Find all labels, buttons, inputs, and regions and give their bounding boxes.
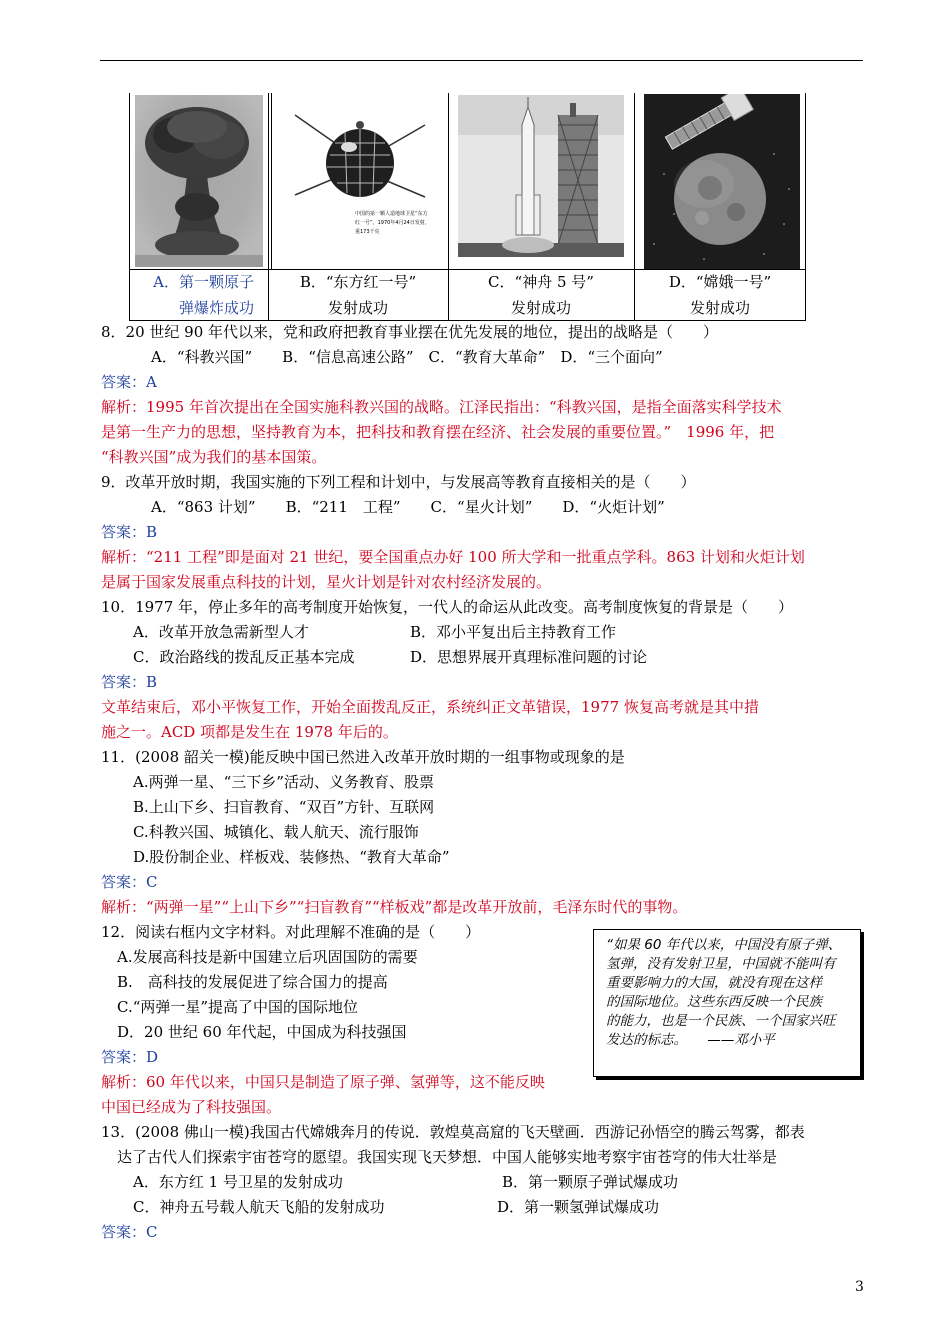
mushroom-cloud-image — [135, 95, 263, 267]
caption-b — [268, 269, 448, 321]
caption-d — [634, 269, 806, 321]
satellite-caption-line: 中国的第一颗人造地球卫星“东方 — [355, 211, 428, 217]
q13-option-b: B．第一颗原子弹试爆成功 — [502, 1173, 679, 1191]
satellite-caption — [355, 210, 445, 237]
quote-box — [593, 929, 861, 1077]
caption-b-line2: 发射成功 — [327, 299, 388, 317]
quote-line: 的能力，也是一个民族、一个国家兴旺 — [606, 1013, 836, 1029]
q13-stem-2: 达了古代人们探索宇宙苍穹的愿望。我国实现飞天梦想．中国人能够实地考察宇宙苍穹的伟大壮举是 — [117, 1148, 778, 1166]
caption-a-line1: A．第一颗原子 — [153, 273, 254, 291]
q10-explanation-2: 施之一。ACD 项都是发生在 1978 年后的。 — [101, 723, 398, 741]
q8-explanation-1: 解析：1995 年首次提出在全国实施科教兴国的战略。江泽民指出：“科教兴国，是指全面落实科学技术 — [101, 398, 782, 416]
q12-option-b: B. 高科技的发展促进了综合国力的提高 — [117, 973, 388, 991]
q9-answer: 答案：B — [101, 523, 158, 541]
q9-stem: 9．改革开放时期，我国实施的下列工程和计划中，与发展高等教育直接相关的是（ ） — [101, 473, 696, 491]
caption-a-line2: 弹爆炸成功 — [178, 299, 254, 317]
change-satellite-moon-image — [644, 94, 800, 269]
q9-explanation-2: 是属于国家发展重点科技的计划，星火计划是针对农村经济发展的。 — [101, 573, 552, 591]
caption-d-line1: D．“嫦娥一号” — [668, 273, 772, 291]
image-table — [129, 93, 806, 321]
q8-stem: 8．20 世纪 90 年代以来，党和政府把教育事业摆在优先发展的地位，提出的战略是（ ） — [101, 323, 719, 341]
q9-explanation-1: 解析：“211 工程”即是面对 21 世纪，要全国重点办好 100 所大学和一批重点学科。863 计划和火炬计划 — [101, 548, 805, 566]
satellite-caption-line: 重173千克 — [355, 229, 380, 235]
q11-option-b: B.上山下乡、扫盲教育、“双百”方针、互联网 — [133, 798, 435, 816]
caption-c — [448, 269, 634, 321]
q8-explanation-3: “科教兴国”成为我们的基本国策。 — [101, 448, 327, 466]
q13-answer: 答案：C — [101, 1223, 158, 1241]
q10-option-a: A．改革开放急需新型人才 — [133, 623, 309, 641]
q10-option-b: B．邓小平复出后主持教育工作 — [410, 623, 617, 641]
q13-option-c: C．神舟五号载人航天飞船的发射成功 — [133, 1198, 385, 1216]
q11-option-c: C.科教兴国、城镇化、载人航天、流行服饰 — [133, 823, 419, 841]
q8-answer: 答案：A — [101, 373, 157, 391]
table-divider-1b — [271, 93, 272, 269]
q10-explanation-1: 文革结束后，邓小平恢复工作，开始全面拨乱反正，系统纠正文革错误，1977 恢复高考就是其中措 — [101, 698, 759, 716]
q13-option-a: A．东方红 1 号卫星的发射成功 — [133, 1173, 343, 1191]
header-rule — [100, 60, 863, 61]
q13-option-d: D．第一颗氢弹试爆成功 — [497, 1198, 660, 1216]
q11-answer: 答案：C — [101, 873, 158, 891]
q12-option-d: D．20 世纪 60 年代起，中国成为科技强国 — [117, 1023, 407, 1041]
q12-answer: 答案：D — [101, 1048, 159, 1066]
quote-line: 发达的标志。 ——邓小平 — [606, 1032, 775, 1048]
q11-stem: 11．(2008 韶关一模)能反映中国已然进入改革开放时期的一组事物或现象的是 — [101, 748, 625, 766]
quote-line: 氢弹，没有发射卫星，中国就不能叫有 — [606, 956, 836, 972]
q11-explanation: 解析：“两弹一星”“上山下乡”“扫盲教育”“样板戏”都是改革开放前，毛泽东时代的事物。 — [101, 898, 688, 916]
q11-option-d: D.股份制企业、样板戏、装修热、“教育大革命” — [133, 848, 450, 866]
q11-option-a: A.两弹一星、“三下乡”活动、义务教育、股票 — [133, 773, 434, 791]
q10-option-d: D．思想界展开真理标准问题的讨论 — [410, 648, 648, 666]
satellite-caption-line: 红一号”，1970年4月24日发射， — [355, 220, 430, 226]
caption-b-line1: B．“东方红一号” — [299, 273, 417, 291]
q12-explanation-2: 中国已经成为了科技强国。 — [101, 1098, 282, 1116]
satellite-dongfanghong-image — [275, 95, 445, 267]
q9-options: A．“863 计划” B．“211 工程” C．“星火计划” D．“火炬计划” — [151, 498, 665, 516]
page-number: 3 — [855, 1279, 864, 1295]
caption-a — [129, 269, 268, 321]
q8-options: A．“科教兴国” B．“信息高速公路” C．“教育大革命” D．“三个面向” — [151, 348, 663, 366]
q10-answer: 答案：B — [101, 673, 158, 691]
q12-option-a: A.发展高科技是新中国建立后巩固国防的需要 — [117, 948, 418, 966]
quote-text — [606, 936, 852, 1050]
quote-line: “如果 60 年代以来，中国没有原子弹、 — [606, 937, 842, 953]
q10-stem: 10．1977 年，停止多年的高考制度开始恢复，一代人的命运从此改变。高考制度恢复的背景是（ ） — [101, 598, 794, 616]
q13-stem-1: 13．(2008 佛山一模)我国古代嫦娥奔月的传说．敦煌莫高窟的飞天壁画．西游记孙悟空的腾云驾雾，都表 — [101, 1123, 805, 1141]
quote-line: 的国际地位。这些东西反映一个民族 — [606, 994, 822, 1010]
caption-d-line2: 发射成功 — [689, 299, 750, 317]
caption-c-line2: 发射成功 — [510, 299, 571, 317]
caption-c-line1: C．“神舟 5 号” — [488, 273, 594, 291]
q10-option-c: C．政治路线的拨乱反正基本完成 — [133, 648, 355, 666]
q8-explanation-2: 是第一生产力的思想，坚持教育为本，把科技和教育摆在经济、社会发展的重要位置。” 1996 年，把 — [101, 423, 775, 441]
q12-explanation-1: 解析：60 年代以来，中国只是制造了原子弹、氢弹等，这不能反映 — [101, 1073, 545, 1091]
q12-stem: 12．阅读右框内文字材料。对此理解不准确的是（ ） — [101, 923, 481, 941]
quote-line: 重要影响力的大国，就没有现在这样 — [606, 975, 822, 991]
q12-option-c: C.“两弹一星”提高了中国的国际地位 — [117, 998, 359, 1016]
shenzhou-rocket-image — [458, 95, 624, 257]
